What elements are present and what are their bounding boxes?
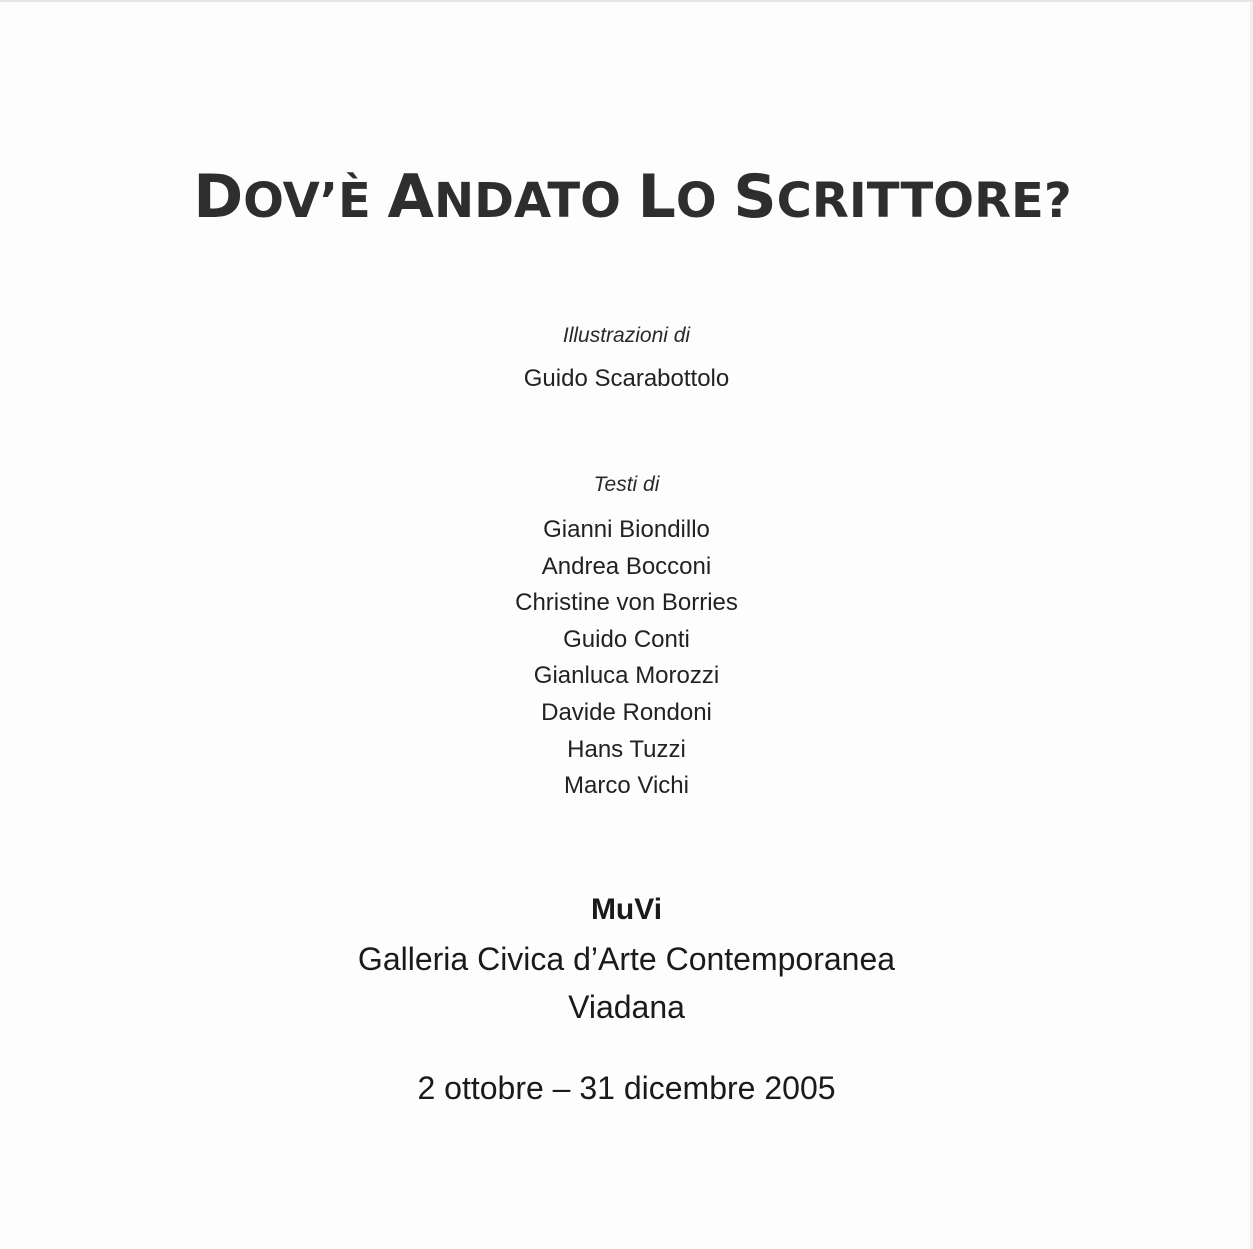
author-name: Christine von Borries xyxy=(515,589,738,617)
author-name: Hans Tuzzi xyxy=(567,735,686,763)
venue-city: Viadana xyxy=(568,989,685,1025)
author-name: Davide Rondoni xyxy=(541,698,712,726)
texts-label: Testi di xyxy=(593,473,660,496)
title-initial-2: A xyxy=(387,162,434,232)
illustrations-label: Illustrazioni di xyxy=(562,324,691,347)
page-title xyxy=(6,160,1253,238)
exhibition-dates: 2 ottobre – 31 dicembre 2005 xyxy=(417,1070,836,1106)
venue-name: MuVi xyxy=(590,893,663,926)
title-word-2: NDATO xyxy=(433,173,638,229)
title-initial-3: L xyxy=(637,162,676,232)
title-initial-4: S xyxy=(733,162,777,232)
illustrator-name: Guido Scarabottolo xyxy=(523,365,730,392)
title-word-4: CRITTORE? xyxy=(776,173,1072,229)
title-initial-1: D xyxy=(193,162,244,232)
title-word-1: OV’È xyxy=(243,173,388,229)
author-name: Andrea Bocconi xyxy=(541,552,712,580)
author-name: Marco Vichi xyxy=(564,772,689,800)
author-name: Gianluca Morozzi xyxy=(533,662,720,690)
author-name: Guido Conti xyxy=(563,625,690,653)
author-name: Gianni Biondillo xyxy=(543,516,710,543)
authors-list xyxy=(0,512,1253,805)
title-word-3: O xyxy=(675,173,734,229)
venue-gallery: Galleria Civica d’Arte Contemporanea xyxy=(357,941,896,977)
